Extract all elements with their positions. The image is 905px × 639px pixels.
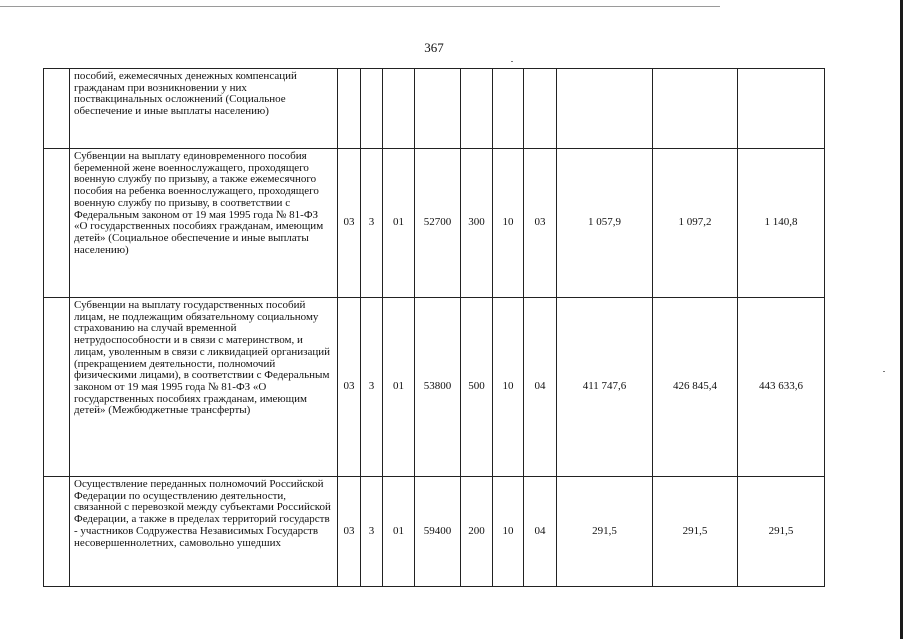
scan-speck: [511, 61, 513, 62]
code-cell: [361, 69, 383, 149]
amount-year-2: 291,5: [653, 477, 738, 587]
code-cell: 01: [383, 477, 415, 587]
code-cell: 01: [383, 149, 415, 298]
code-cell: 01: [383, 298, 415, 477]
code-cell: 53800: [415, 298, 461, 477]
code-cell: 04: [524, 298, 557, 477]
code-cell: [383, 69, 415, 149]
code-cell: [338, 69, 361, 149]
row-marker-cell: [44, 149, 70, 298]
row-description: Субвенции на выплату единовременного пособия беременной жене военнослужащего, проходящего военную службу по призыву, а также ежемесячного пособия на ребенка военнослужащего, проходящего военную службу по призыву, в соответствии с Федеральным законом от 19 мая 1995 года № 81-ФЗ «О государственных пособиях гражданам, имеющим детей» (Социальное обеспечение и иные выплаты населению): [70, 149, 338, 298]
amount-year-3: 291,5: [738, 477, 825, 587]
code-cell: 10: [493, 477, 524, 587]
amount-year-2: 1 097,2: [653, 149, 738, 298]
code-cell: [461, 69, 493, 149]
code-cell: [493, 69, 524, 149]
row-description: Субвенции на выплату государственных пособий лицам, не подлежащим обязательному социальному страхованию на случай временной нетрудоспособности и в связи с материнством, и лицам, уволенным в связи с ликвидацией организаций (прекращением деятельности, полномочий физическими лицами), в соответствии с Федеральным законом от 19 мая 1995 года № 81-ФЗ «О государственных пособиях гражданам, имеющим детей» (Межбюджетные трансферты): [70, 298, 338, 477]
amount-year-3: [738, 69, 825, 149]
row-description: Осуществление переданных полномочий Российской Федерации по осуществлению деятельности, связанной с перевозкой между субъектами Российской Федерации, а также в пределах территорий государств - участников Содружества Независимых Государств несовершеннолетних, самовольно ушедших: [70, 477, 338, 587]
amount-year-1: 411 747,6: [557, 298, 653, 477]
amount-year-3: 1 140,8: [738, 149, 825, 298]
amount-year-2: [653, 69, 738, 149]
row-marker-cell: [44, 477, 70, 587]
code-cell: 03: [338, 149, 361, 298]
scan-speck: [883, 371, 885, 372]
code-cell: 10: [493, 298, 524, 477]
code-cell: 3: [361, 298, 383, 477]
scan-right-edge: [900, 0, 903, 639]
row-marker-cell: [44, 69, 70, 149]
budget-table: [43, 68, 825, 587]
row-marker-cell: [44, 298, 70, 477]
page-number: 367: [424, 40, 444, 55]
table-row: [44, 69, 825, 149]
amount-year-3: 443 633,6: [738, 298, 825, 477]
code-cell: 59400: [415, 477, 461, 587]
amount-year-2: 426 845,4: [653, 298, 738, 477]
amount-year-1: 291,5: [557, 477, 653, 587]
table-row: [44, 298, 825, 477]
code-cell: 300: [461, 149, 493, 298]
code-cell: 3: [361, 477, 383, 587]
code-cell: 52700: [415, 149, 461, 298]
amount-year-1: [557, 69, 653, 149]
code-cell: 03: [524, 149, 557, 298]
code-cell: 3: [361, 149, 383, 298]
code-cell: 10: [493, 149, 524, 298]
code-cell: 200: [461, 477, 493, 587]
code-cell: 500: [461, 298, 493, 477]
amount-year-1: 1 057,9: [557, 149, 653, 298]
table-row: [44, 477, 825, 587]
table-row: [44, 149, 825, 298]
code-cell: 03: [338, 298, 361, 477]
code-cell: [415, 69, 461, 149]
code-cell: 03: [338, 477, 361, 587]
code-cell: [524, 69, 557, 149]
row-description: пособий, ежемесячных денежных компенсаций гражданам при возникновении у них поствакцинальных осложнений (Социальное обеспечение и иные выплаты населению): [70, 69, 338, 149]
code-cell: 04: [524, 477, 557, 587]
scan-top-line: [0, 6, 720, 7]
